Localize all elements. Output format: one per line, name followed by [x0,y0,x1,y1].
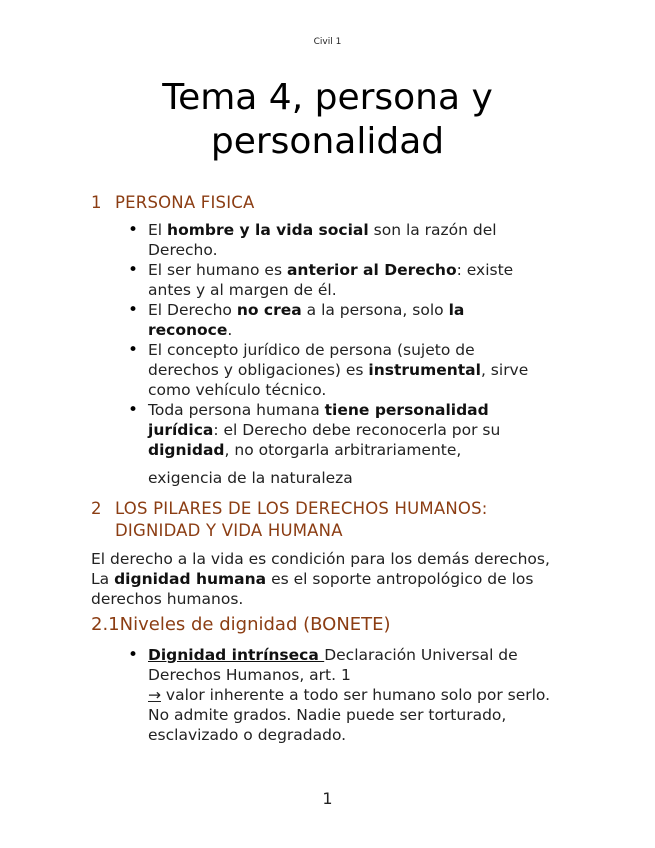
section-title: PERSONA FISICA [115,193,255,212]
subsection-number: 2.1 [91,614,120,635]
list-item: • El Derecho no crea a la persona, solo la reconoce. [128,300,548,340]
section-1-note: exigencia de la naturaleza [148,469,353,487]
section-title-line-1: LOS PILARES DE LOS DERECHOS HUMANOS: [115,499,488,518]
subsection-list [128,645,568,745]
page-header: Civil 1 [313,37,342,47]
list-item: • El hombre y la vida social son la razón del Derecho. [128,220,548,260]
section-title-line-2: DIGNIDAD Y VIDA HUMANA [115,521,343,540]
section-2-heading [91,498,488,542]
list-item: • El ser humano es anterior al Derecho: existe antes y al margen de él. [128,260,548,300]
section-number: 2 [91,499,102,518]
subsection-title: Niveles de dignidad (BONETE) [119,614,391,635]
section-2-paragraph: El derecho a la vida es condición para los demás derechos, La dignidad humana es el soporte antropológico de los derechos humanos. [91,550,550,608]
list-item: • Toda persona humana tiene personalidad jurídica: el Derecho debe reconocerla por su dignidad, no otorgarla arbitrariamente, [128,400,548,460]
arrow-icon: → [148,686,161,704]
subsection-heading [91,614,391,636]
title-line-2: personalidad [210,121,445,162]
page-title [0,76,655,164]
dignity-term: Dignidad intrínseca [148,646,325,664]
list-item: • Dignidad intrínseca Declaración Universal de Derechos Humanos, art. 1 → valor inherente a todo ser humano solo por serlo. No admite grados. Nadie puede ser torturado, esclavizado o degradado. [128,645,568,745]
section-1-heading [91,192,254,214]
title-line-1: Tema 4, persona y [162,77,493,118]
section-1-list [128,220,548,460]
list-item: • El concepto jurídico de persona (sujeto de derechos y obligaciones) es instrumental, sirve como vehículo técnico. [128,340,548,400]
section-number: 1 [91,193,102,212]
page-number: 1 [322,789,333,808]
